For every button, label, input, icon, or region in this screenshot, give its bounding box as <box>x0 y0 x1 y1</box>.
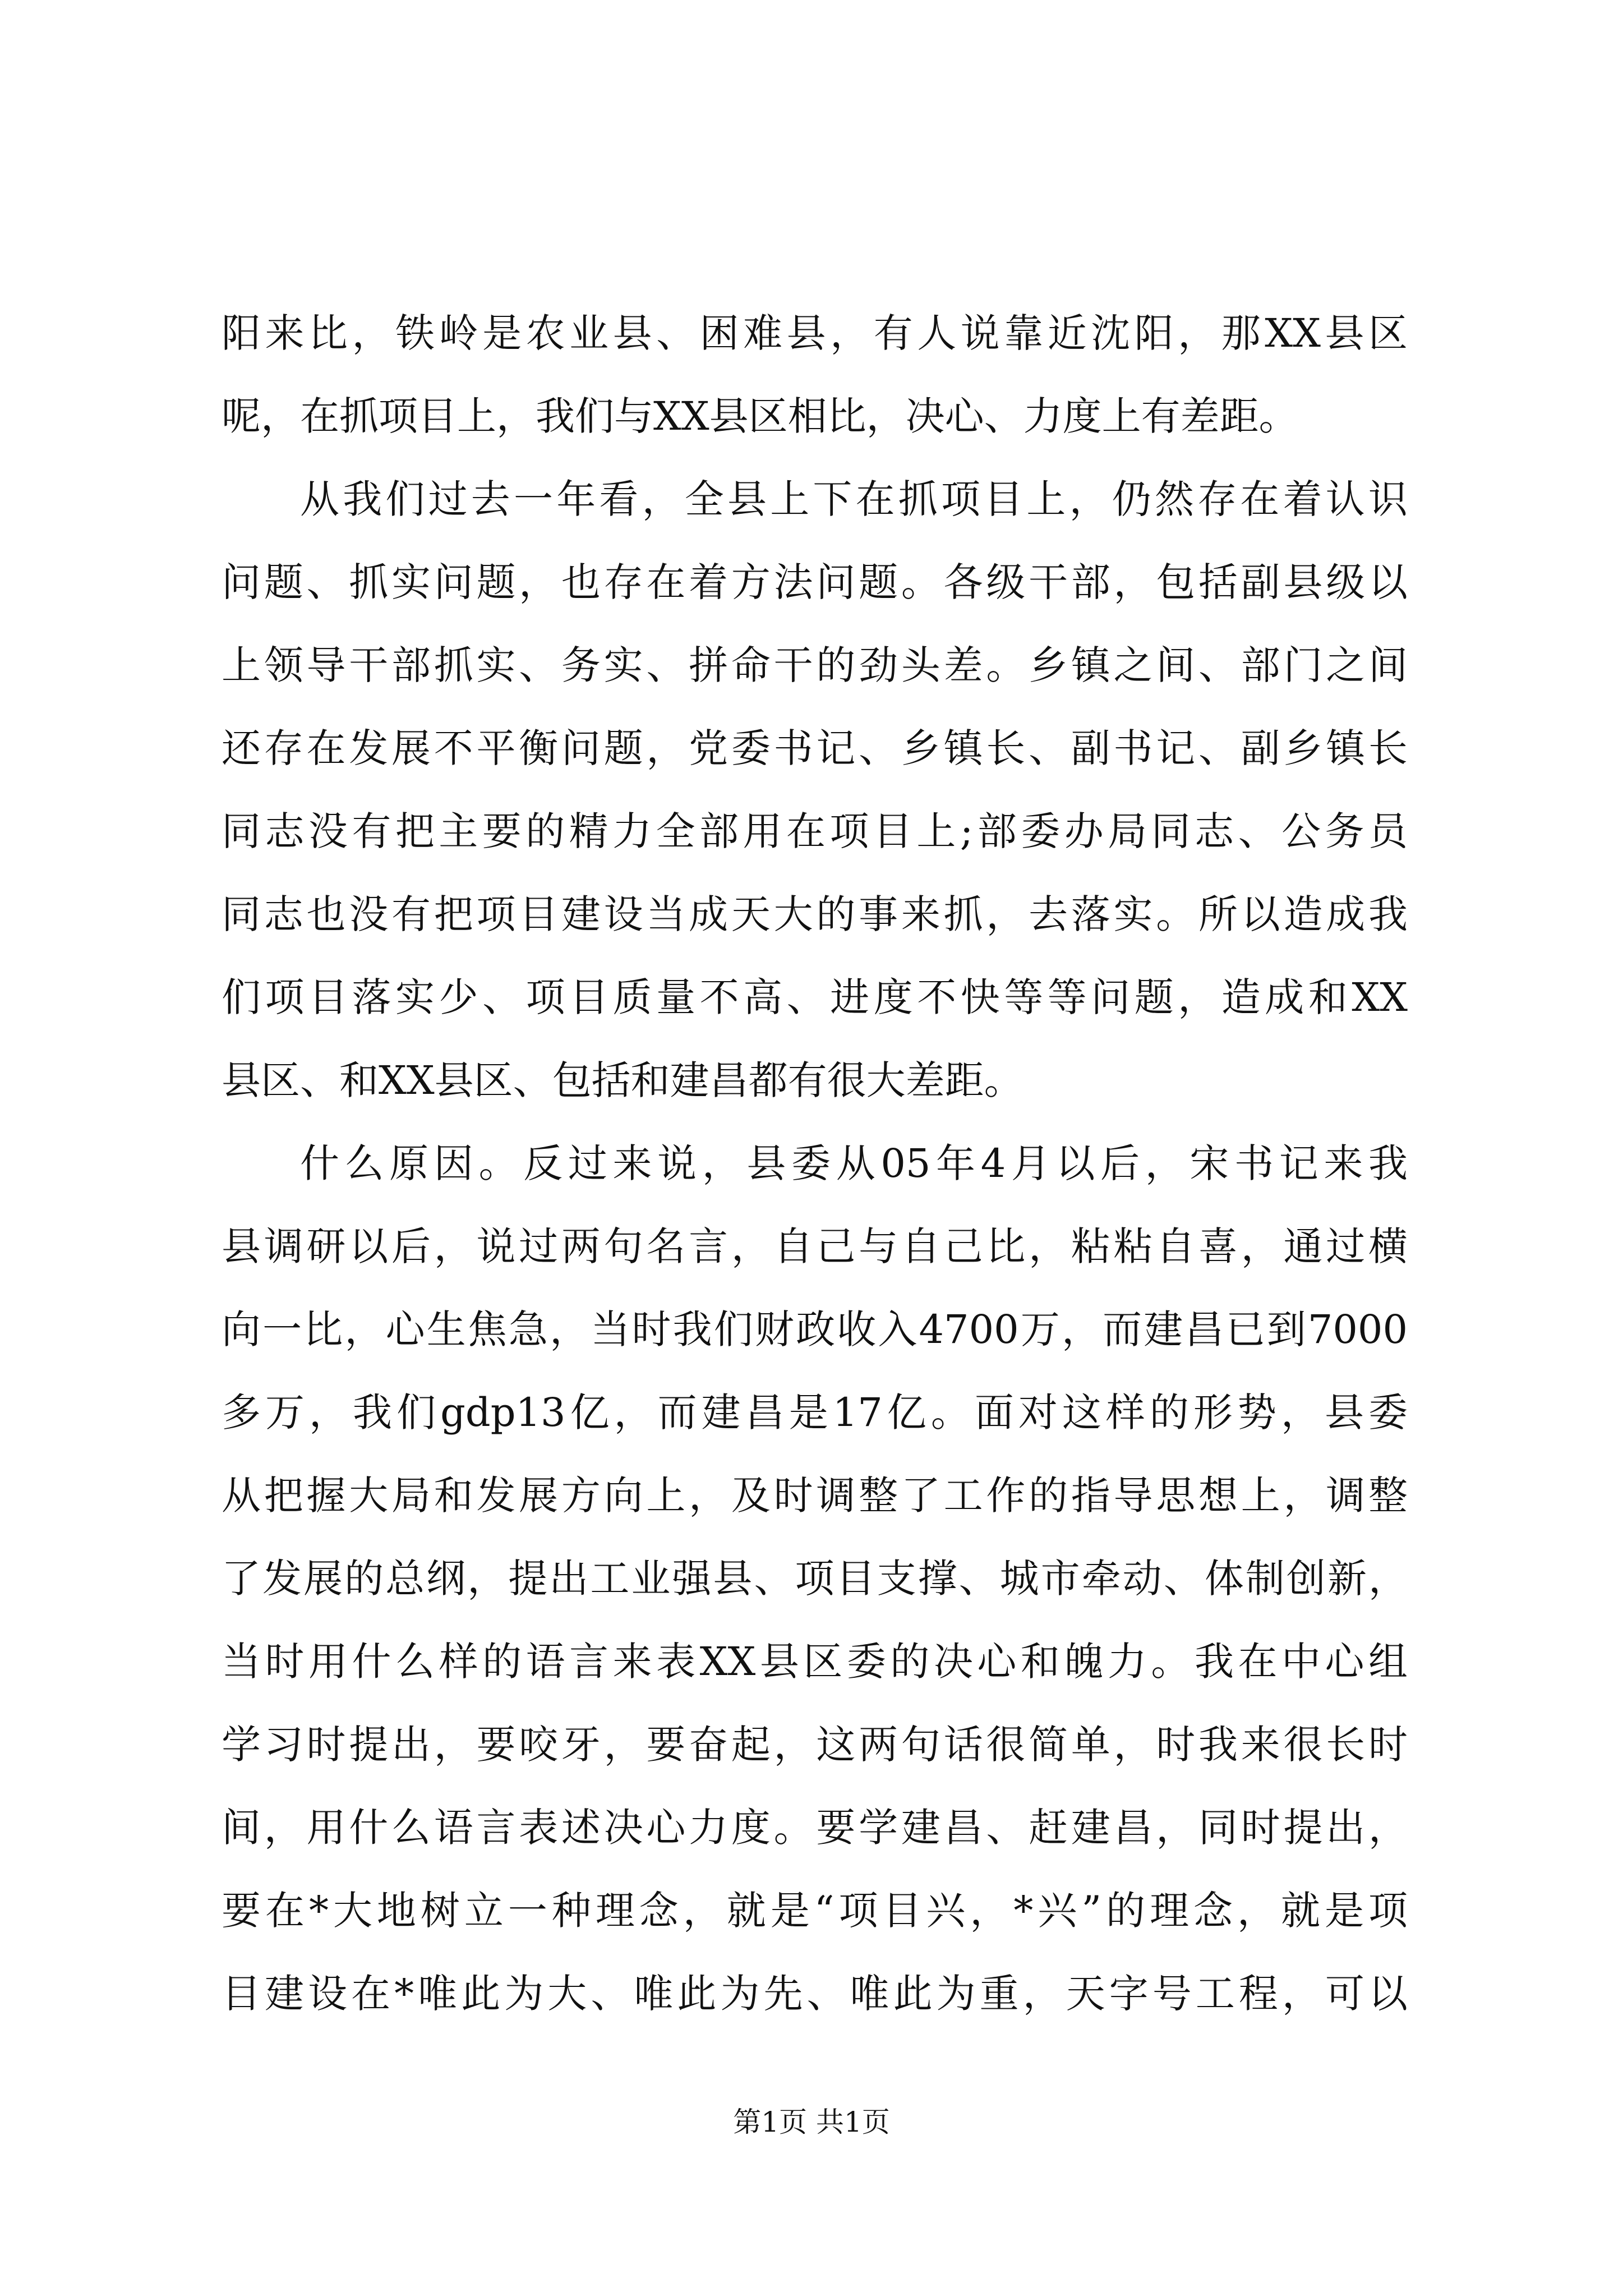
text-line: 什么原因。反过来说，县委从05年4月以后，宋书记来我 <box>300 1140 1408 1186</box>
text-line: 从我们过去一年看，全县上下在抓项目上，仍然存在着认识 <box>300 476 1408 522</box>
text-line: 上领导干部抓实、务实、拼命干的劲头差。乡镇之间、部门之间 <box>222 642 1408 688</box>
text-line: 了发展的总纲，提出工业强县、项目支撑、城市牵动、体制创新， <box>222 1556 1408 1602</box>
text-line: 间，用什么语言表述决心力度。要学建昌、赶建昌，同时提出， <box>222 1805 1408 1851</box>
text-line: 阳来比，铁岭是农业县、困难县，有人说靠近沈阳，那XX县区 <box>222 310 1408 356</box>
text-line: 同志没有把主要的精力全部用在项目上;部委办局同志、公务员 <box>222 808 1408 854</box>
text-line: 当时用什么样的语言来表XX县区委的决心和魄力。我在中心组 <box>222 1639 1408 1685</box>
text-line: 目建设在*唯此为大、唯此为先、唯此为重，天字号工程，可以 <box>222 1971 1408 2017</box>
text-line: 还存在发展不平衡问题，党委书记、乡镇长、副书记、副乡镇长 <box>222 725 1408 771</box>
page-footer: 第1页 共1页 <box>733 2106 890 2138</box>
text-line: 同志也没有把项目建设当成天大的事来抓，去落实。所以造成我 <box>222 891 1408 937</box>
text-line: 问题、抓实问题，也存在着方法问题。各级干部，包括副县级以 <box>222 559 1408 605</box>
text-line: 从把握大局和发展方向上，及时调整了工作的指导思想上，调整 <box>222 1473 1408 1519</box>
text-line: 多万，我们gdp13亿，而建昌是17亿。面对这样的形势，县委 <box>222 1389 1408 1435</box>
text-line: 学习时提出，要咬牙，要奋起，这两句话很简单，时我来很长时 <box>222 1722 1408 1768</box>
text-line: 要在*大地树立一种理念，就是“项目兴，*兴”的理念，就是项 <box>222 1888 1408 1934</box>
document-body <box>222 292 1408 2035</box>
text-line: 县区、和XX县区、包括和建昌都有很大差距。 <box>222 1057 1023 1103</box>
text-line: 们项目落实少、项目质量不高、进度不快等等问题，造成和XX <box>222 974 1408 1020</box>
text-line: 向一比，心生焦急，当时我们财政收入4700万，而建昌已到7000 <box>222 1306 1408 1352</box>
text-line: 县调研以后，说过两句名言，自己与自己比，粘粘自喜，通过横 <box>222 1223 1408 1269</box>
text-line: 呢，在抓项目上，我们与XX县区相比，决心、力度上有差距。 <box>222 393 1298 439</box>
